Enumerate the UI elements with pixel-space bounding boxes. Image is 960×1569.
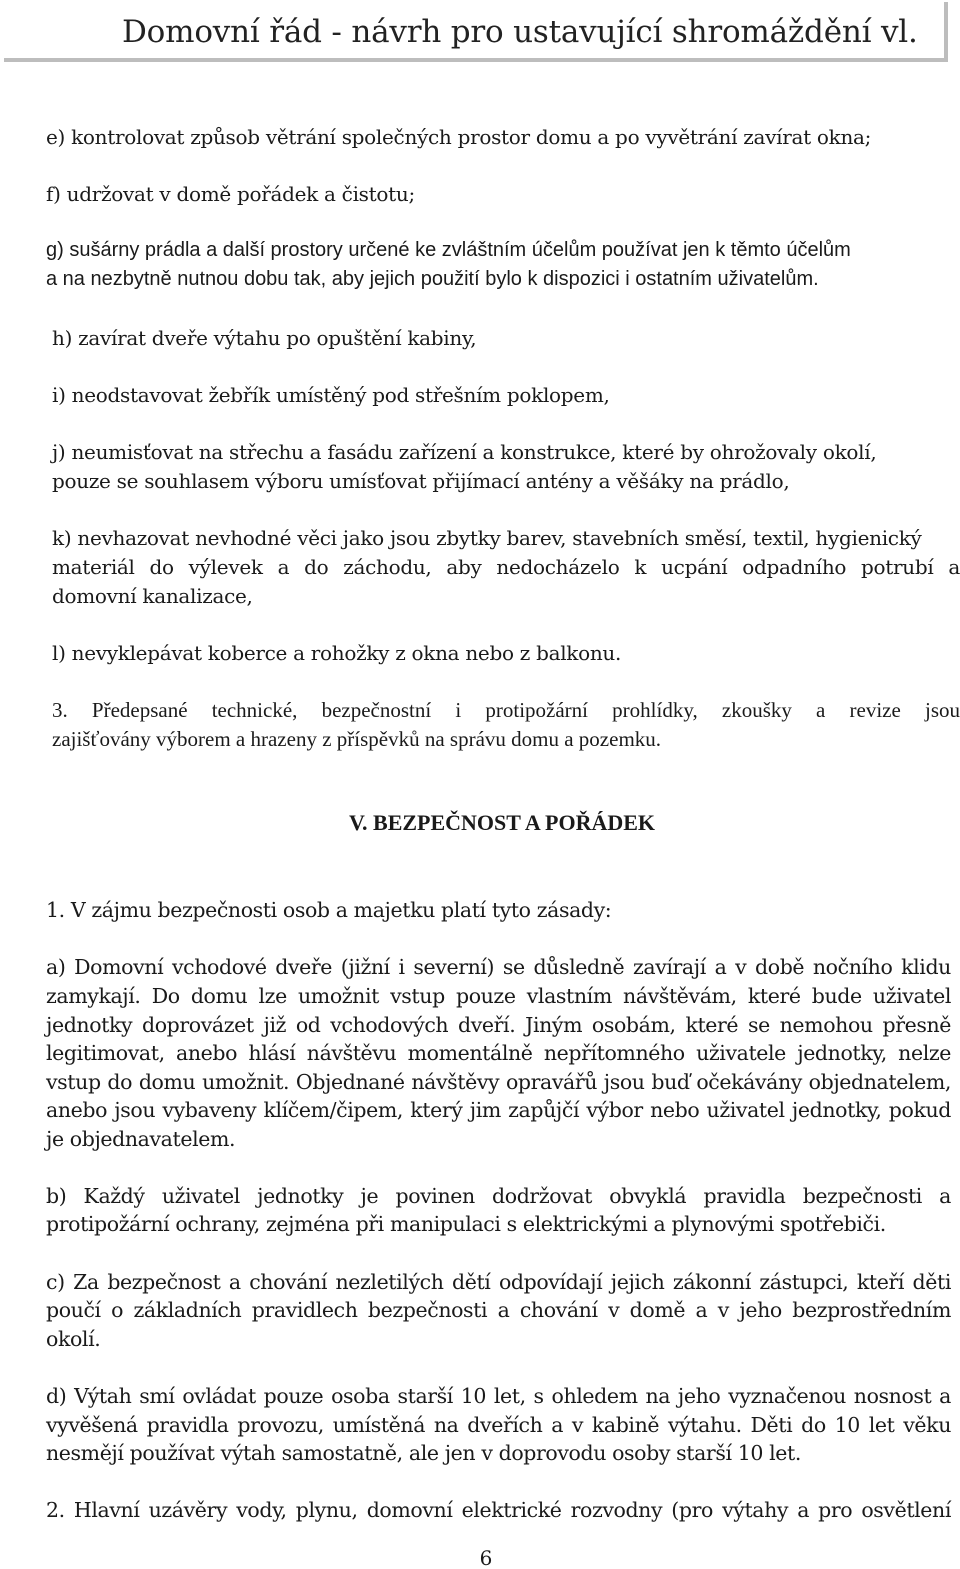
- item-h: h) zavírat dveře výtahu po opuštění kabiny,: [52, 326, 477, 350]
- page-number: 6: [479, 1546, 493, 1569]
- section-paragraph-1: 1. V zájmu bezpečnosti osob a majetku platí tyto zásady:: [46, 898, 612, 922]
- rule-c-line-1: c) Za bezpečnost a chování nezletilých dětí odpovídají jejich zákonní zástupci, kteří děti: [46, 1270, 951, 1294]
- rule-c-line-3: okolí.: [46, 1327, 101, 1351]
- item-j-line-1: j) neumisťovat na střechu a fasádu zařízení a konstrukce, které by ohrožovaly okolí,: [52, 440, 877, 464]
- paragraph-3-line-1: 3. Předepsané technické, bezpečnostní i protipožární prohlídky, zkoušky a revize jsou: [52, 698, 960, 722]
- rule-b-line-2: protipožární ochrany, zejména při manipulaci s elektrickými a plynovými spotřebiči.: [46, 1212, 886, 1236]
- item-e: e) kontrolovat způsob větrání společných prostor domu a po vyvětrání zavírat okna;: [46, 125, 872, 149]
- rule-b-line-1: b) Každý uživatel jednotky je povinen dodržovat obvyklá pravidla bezpečnosti a: [46, 1184, 951, 1208]
- item-f: f) udržovat v domě pořádek a čistotu;: [46, 182, 415, 206]
- item-l: l) nevyklepávat koberce a rohožky z okna nebo z balkonu.: [52, 641, 622, 665]
- rule-d-line-3: nesmějí používat výtah samostatně, ale jen v doprovodu osoby starší 10 let.: [46, 1441, 801, 1465]
- paragraph-3-line-2: zajišťovány výborem a hrazeny z příspěvků na správu domu a pozemku.: [52, 727, 662, 751]
- page-header: [4, 2, 948, 62]
- rule-d-line-2: vyvěšená pravidla provozu, umístěná na dveřích a v kabině výtahu. Děti do 10 let věku: [46, 1413, 951, 1437]
- item-j-line-2: pouze se souhlasem výboru umísťovat přijímací antény a věšáky na prádlo,: [52, 469, 790, 493]
- rule-a-line-3: jednotky doprovázet již od vchodových dveří. Jiným osobám, které se nemohou přesně: [46, 1013, 951, 1037]
- item-g-line-1: g) sušárny prádla a další prostory určené ke zvláštním účelům používat jen k těmto účelům: [46, 239, 851, 261]
- item-k-line-1: k) nevhazovat nevhodné věci jako jsou zbytky barev, stavebních směsí, textil, hygienický: [52, 526, 922, 550]
- item-k-line-2: materiál do výlevek a do záchodu, aby nedocházelo k ucpání odpadního potrubí a: [52, 555, 960, 579]
- rule-a-line-5: vstup do domu umožnit. Objednané návštěvy opravářů jsou buď očekávány objednatelem,: [46, 1070, 951, 1094]
- section-paragraph-2: 2. Hlavní uzávěry vody, plynu, domovní elektrické rozvodny (pro výtahy a pro osvětlení: [46, 1498, 951, 1522]
- rule-c-line-2: poučí o základních pravidlech bezpečnosti a chování v domě a v jeho bezprostředním: [46, 1298, 951, 1322]
- rule-a-line-4: legitimovat, anebo hlásí návštěvu momentálně nepřítomného uživatele jednotky, nelze: [46, 1041, 951, 1065]
- section-heading: V. BEZPEČNOST A POŘÁDEK: [348, 810, 656, 835]
- item-k-line-3: domovní kanalizace,: [52, 584, 253, 608]
- rule-a-line-1: a) Domovní vchodové dveře (jižní i severní) se důsledně zavírají a v době nočního klidu: [46, 955, 951, 979]
- rule-a-line-7: je objednavatelem.: [46, 1127, 236, 1151]
- rule-a-line-2: zamykají. Do domu lze umožnit vstup pouze vlastním návštěvám, které bude uživatel: [46, 984, 951, 1008]
- rule-d-line-1: d) Výtah smí ovládat pouze osoba starší 10 let, s ohledem na jeho vyznačenou nosnost a: [46, 1384, 951, 1408]
- item-g-line-2: a na nezbytně nutnou dobu tak, aby jejich použití bylo k dispozici i ostatním uživatelům.: [46, 268, 819, 290]
- item-i: i) neodstavovat žebřík umístěný pod střešním poklopem,: [52, 383, 610, 407]
- rule-a-line-6: anebo jsou vybaveny klíčem/čipem, který jim zapůjčí výbor nebo uživatel jednotky, pokud: [46, 1098, 951, 1122]
- header-title: Domovní řád - návrh pro ustavující shromáždění vl.: [122, 14, 918, 50]
